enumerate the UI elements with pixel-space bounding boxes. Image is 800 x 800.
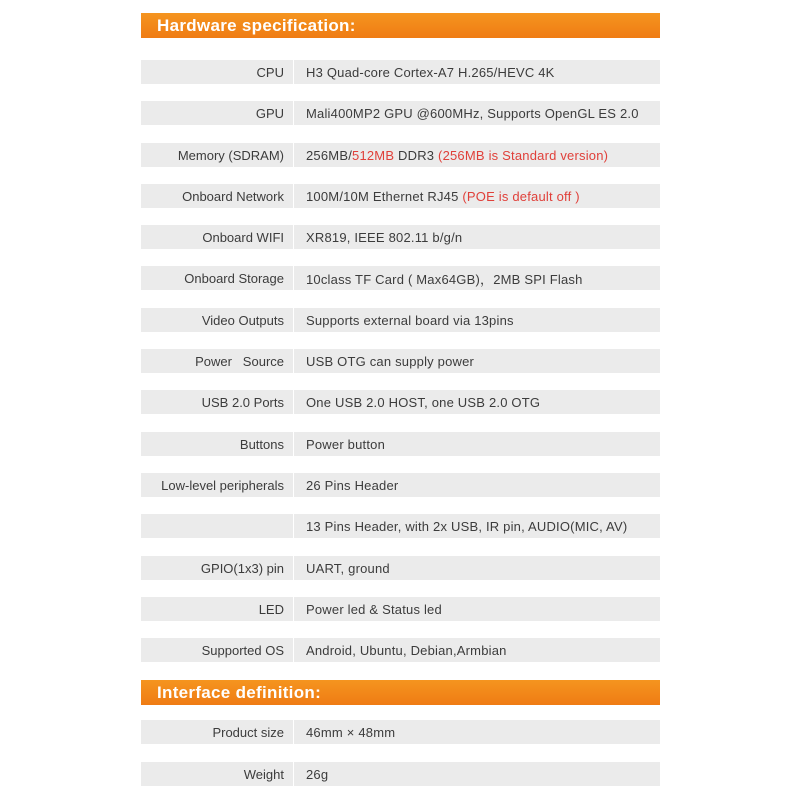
spec-row-weight: [141, 762, 660, 786]
divider: [293, 143, 294, 167]
spec-label: Product size: [212, 724, 284, 740]
spec-row-peripherals-cont: [141, 514, 660, 538]
divider: [293, 556, 294, 580]
spec-value: 26 Pins Header: [306, 477, 399, 493]
spec-row-power: [141, 349, 660, 373]
spec-value: USB OTG can supply power: [306, 353, 475, 369]
spec-row-os: [141, 638, 660, 662]
spec-label: Weight: [243, 766, 284, 782]
spec-row-buttons: [141, 432, 660, 456]
spec-value: Supports external board via 13pins: [306, 312, 514, 328]
divider: [293, 225, 294, 249]
spec-row-video: [141, 308, 660, 332]
spec-label: Power Source: [195, 353, 284, 369]
divider: [293, 184, 294, 208]
divider: [293, 101, 294, 125]
divider: [293, 638, 294, 662]
spec-label: GPIO(1x3) pin: [200, 560, 284, 576]
divider: [293, 390, 294, 414]
spec-value: Power led & Status led: [306, 601, 442, 617]
spec-value: 100M/10M Ethernet RJ45 (POE is default off ): [306, 188, 580, 204]
spec-row-memory: [141, 143, 660, 167]
spec-value: 13 Pins Header, with 2x USB, IR pin, AUDIO(MIC, AV): [306, 518, 628, 534]
spec-value: Android, Ubuntu, Debian,Armbian: [306, 642, 507, 658]
spec-label: Onboard Network: [182, 188, 284, 204]
spec-label: Video Outputs: [201, 312, 284, 328]
spec-label: LED: [258, 601, 284, 617]
spec-value: Mali400MP2 GPU @600MHz, Supports OpenGL ES 2.0: [306, 105, 639, 121]
divider: [293, 514, 294, 538]
spec-row-usb: [141, 390, 660, 414]
spec-value: UART, ground: [306, 560, 390, 576]
divider: [293, 266, 294, 290]
spec-value: Power button: [306, 436, 386, 452]
spec-row-gpu: [141, 101, 660, 125]
spec-row-product-size: [141, 720, 660, 744]
spec-row-cpu: [141, 60, 660, 84]
spec-label: CPU: [256, 64, 284, 80]
spec-value: 46mm × 48mm: [306, 724, 396, 740]
spec-value: 10class TF Card ( Max64GB)，2MB SPI Flash: [306, 271, 583, 287]
spec-label: GPU: [255, 105, 284, 121]
spec-row-peripherals: [141, 473, 660, 497]
spec-value: One USB 2.0 HOST, one USB 2.0 OTG: [306, 394, 541, 410]
divider: [293, 762, 294, 786]
divider: [293, 308, 294, 332]
spec-value: 26g: [306, 766, 329, 782]
divider: [293, 432, 294, 456]
divider: [293, 349, 294, 373]
divider: [293, 720, 294, 744]
spec-label: Buttons: [239, 436, 284, 452]
spec-row-network: [141, 184, 660, 208]
spec-row-storage: [141, 266, 660, 290]
spec-label: Memory (SDRAM): [177, 147, 284, 163]
spec-row-led: [141, 597, 660, 621]
spec-row-wifi: [141, 225, 660, 249]
spec-value: XR819, IEEE 802.11 b/g/n: [306, 229, 463, 245]
spec-row-gpio: [141, 556, 660, 580]
divider: [293, 473, 294, 497]
spec-label: Onboard Storage: [184, 270, 284, 286]
spec-value: H3 Quad-core Cortex-A7 H.265/HEVC 4K: [306, 64, 555, 80]
interface-definition-banner: Interface definition:: [141, 680, 660, 705]
spec-value: 256MB/512MB DDR3 (256MB is Standard version): [306, 147, 609, 163]
divider: [293, 597, 294, 621]
spec-label: Supported OS: [201, 642, 284, 658]
divider: [293, 60, 294, 84]
spec-label: USB 2.0 Ports: [201, 394, 284, 410]
spec-label: Onboard WIFI: [202, 229, 284, 245]
hardware-spec-banner: Hardware specification:: [141, 13, 660, 38]
spec-label: Low-level peripherals: [161, 477, 284, 493]
